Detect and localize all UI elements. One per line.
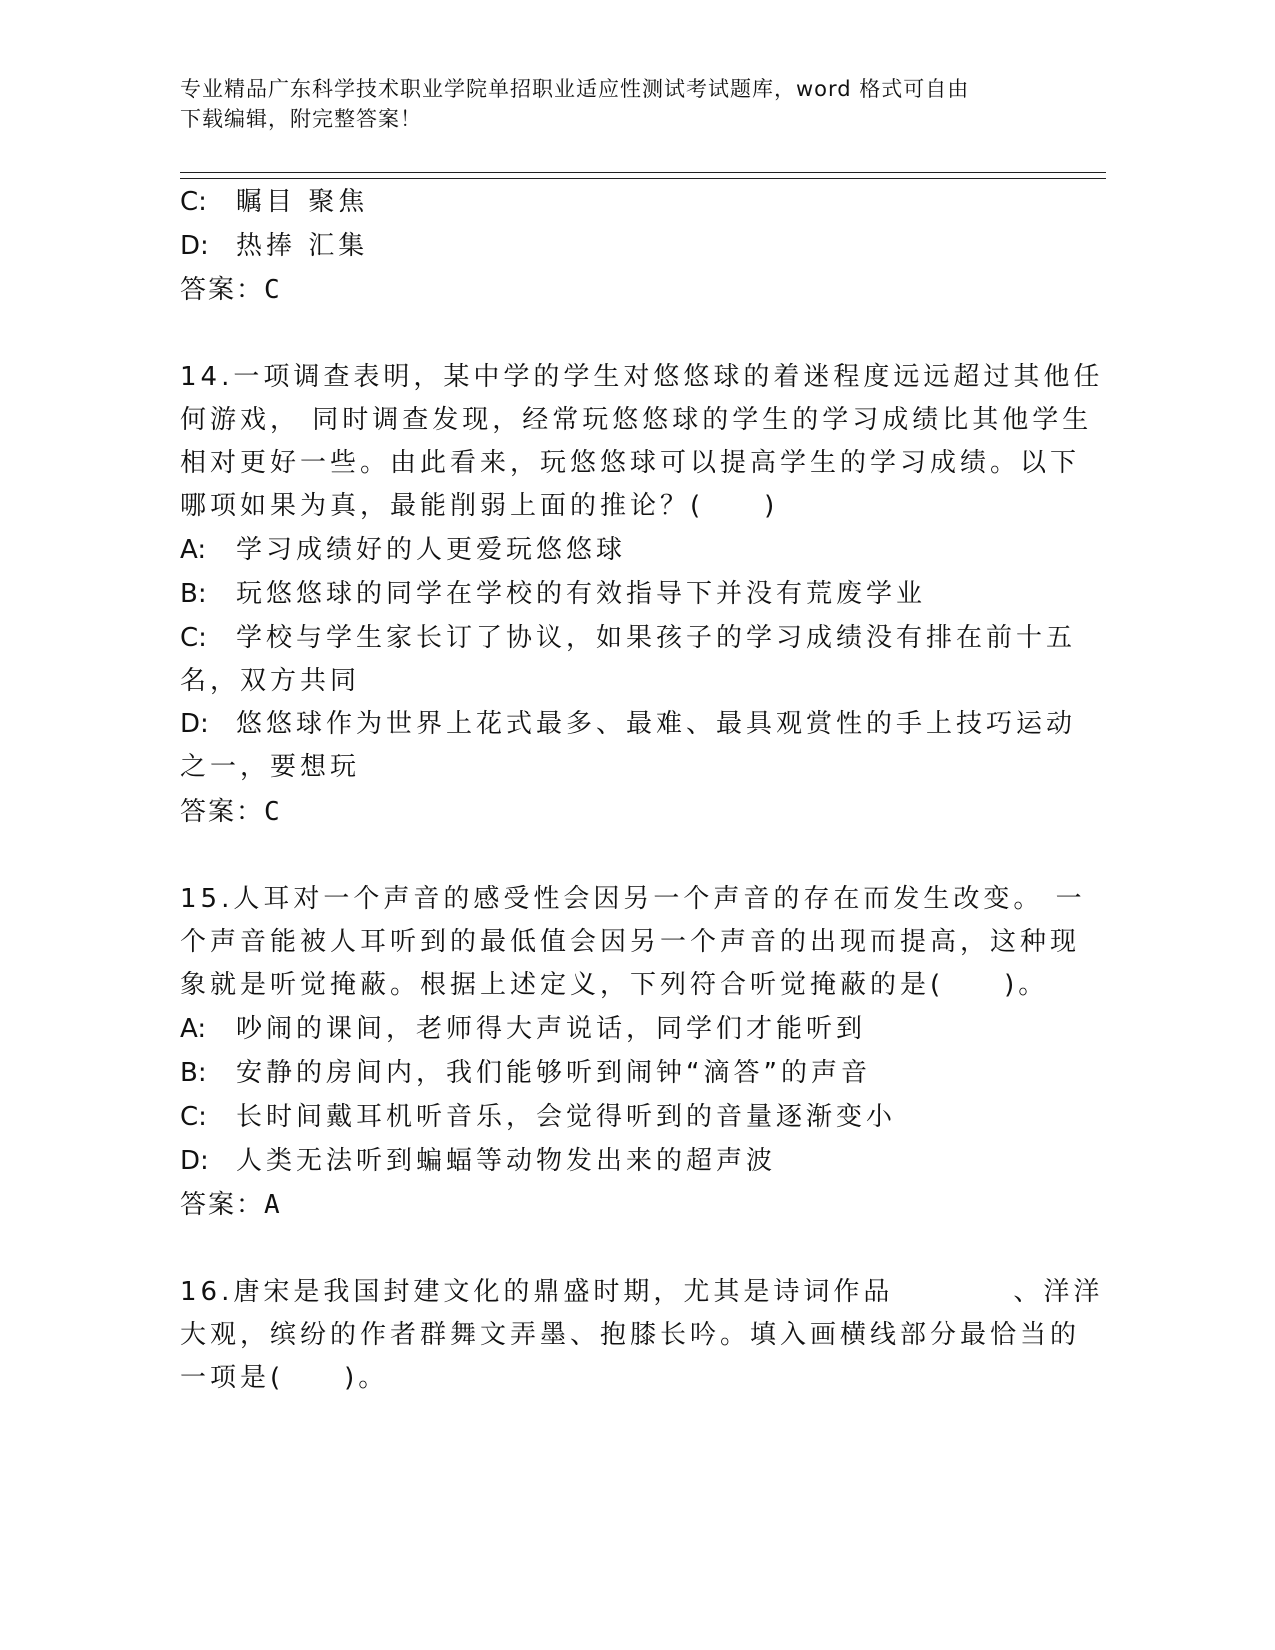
q14-stem-line-4: 哪项如果为真，最能削弱上面的推论？( ) (180, 491, 779, 521)
q15-stem-line-1: 15.人耳对一个声音的感受性会因另一个声音的存在而发生改变。 一 (180, 884, 1086, 914)
option-text: 玩悠悠球的同学在学校的有效指导下并没有荒废学业 (236, 579, 927, 609)
answer-value: C (264, 275, 280, 305)
option-text: 瞩目 聚焦 (236, 187, 369, 217)
option-letter: C: (180, 623, 207, 653)
q14-option-c-continued: 名，双方共同 (180, 666, 361, 696)
option-letter: C: (180, 1102, 207, 1132)
q15-option-c (180, 1102, 896, 1132)
q14-stem-line-3: 相对更好一些。由此看来，玩悠悠球可以提高学生的学习成绩。以下 (180, 448, 1081, 478)
q14-option-c (180, 623, 1076, 653)
q15-option-b (180, 1058, 871, 1088)
option-text: 悠悠球作为世界上花式最多、最难、最具观赏性的手上技巧运动 (236, 709, 1077, 739)
q15-stem-line-2: 个声音能被人耳听到的最低值会因另一个声音的出现而提高，这种现 (180, 927, 1081, 957)
option-letter: B: (180, 579, 207, 609)
q14-option-d-continued: 之一，要想玩 (180, 752, 361, 782)
answer-label: 答案： (180, 275, 265, 305)
q13-option-c (180, 187, 368, 217)
q14-stem-line-2: 何游戏， 同时调查发现，经常玩悠悠球的学生的学习成绩比其他学生 (180, 405, 1093, 435)
q15-option-a (180, 1014, 866, 1044)
option-text: 长时间戴耳机听音乐，会觉得听到的音量逐渐变小 (236, 1102, 897, 1132)
header-rule-top (180, 172, 1106, 173)
option-text: 学习成绩好的人更爱玩悠悠球 (236, 535, 627, 565)
answer-label: 答案： (180, 797, 265, 827)
option-text: 学校与学生家长订了协议，如果孩子的学习成绩没有排在前十五 (236, 623, 1077, 653)
option-letter: B: (180, 1058, 207, 1088)
option-letter: A: (180, 1014, 207, 1044)
option-letter: C: (180, 187, 207, 217)
q14-stem-line-1: 14.一项调查表明，某中学的学生对悠悠球的着迷程度远远超过其他任 (180, 362, 1104, 392)
answer-label: 答案： (180, 1190, 265, 1220)
q14-option-a (180, 535, 626, 565)
option-text: 热捧 汇集 (236, 231, 369, 261)
answer-value: C (264, 797, 280, 827)
option-letter: D: (180, 1146, 209, 1176)
q15-answer (180, 1190, 280, 1220)
header-line-1: 专业精品广东科学技术职业学院单招职业适应性测试考试题库，word 格式可自由 (180, 77, 970, 101)
header-line-2: 下载编辑，附完整答案！ (180, 107, 422, 131)
q16-stem-line-3: 一项是( )。 (180, 1363, 389, 1393)
option-text: 安静的房间内，我们能够听到闹钟“滴答”的声音 (236, 1058, 871, 1088)
q16-stem-line-1: 16.唐宋是我国封建文化的鼎盛时期，尤其是诗词作品 、洋洋 (180, 1277, 1104, 1307)
q16-stem-line-2: 大观，缤纷的作者群舞文弄墨、抱膝长吟。填入画横线部分最恰当的 (180, 1320, 1081, 1350)
option-letter: D: (180, 231, 209, 261)
option-text: 吵闹的课间，老师得大声说话，同学们才能听到 (236, 1014, 867, 1044)
option-letter: A: (180, 535, 207, 565)
q15-stem-line-3: 象就是听觉掩蔽。根据上述定义，下列符合听觉掩蔽的是( )。 (180, 970, 1049, 1000)
header-rule-bottom (180, 178, 1106, 179)
q15-option-d (180, 1146, 776, 1176)
q14-answer (180, 797, 280, 827)
q13-option-d (180, 231, 368, 261)
q13-answer (180, 275, 280, 305)
option-text: 人类无法听到蝙蝠等动物发出来的超声波 (236, 1146, 777, 1176)
q14-option-d (180, 709, 1076, 739)
option-letter: D: (180, 709, 209, 739)
page-header (180, 74, 1080, 134)
q14-option-b (180, 579, 926, 609)
answer-value: A (264, 1190, 280, 1220)
